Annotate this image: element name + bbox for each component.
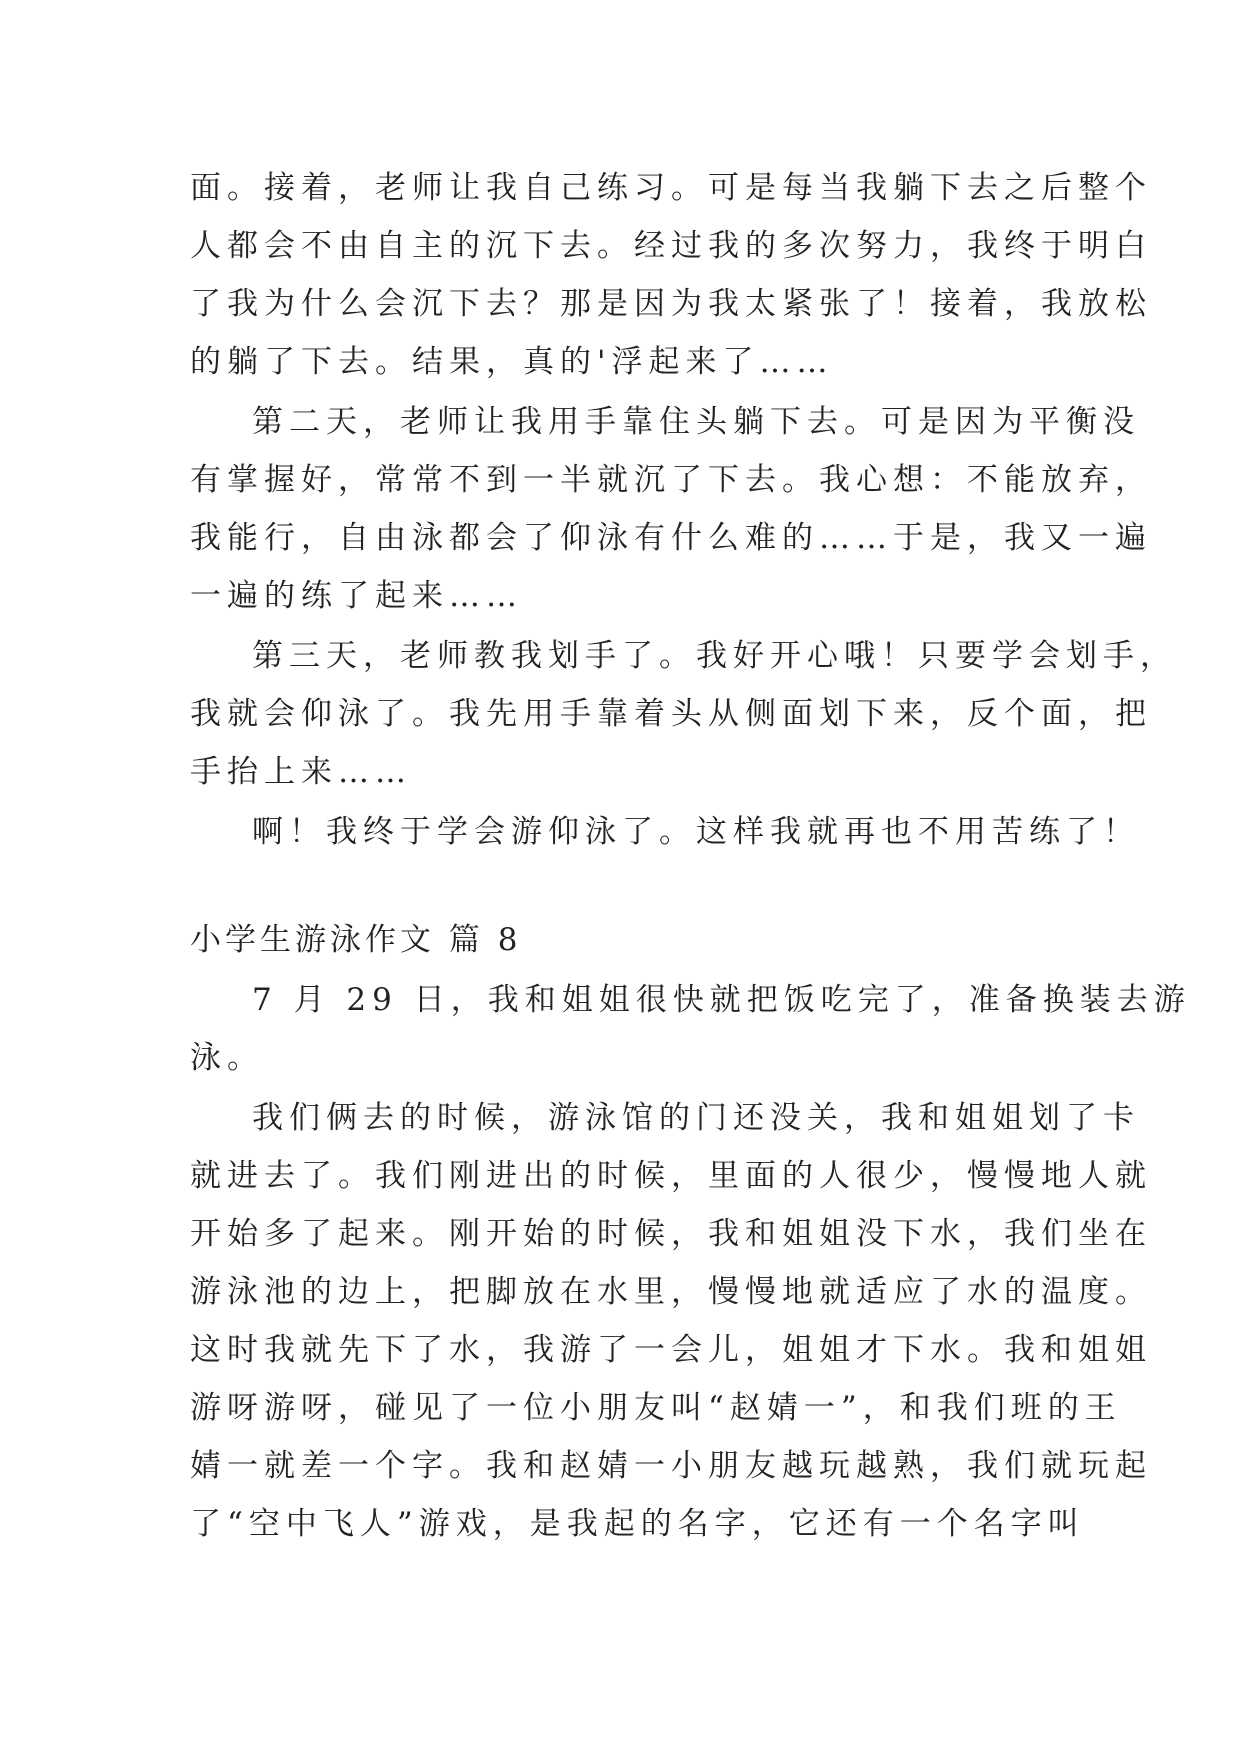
paragraph-first-line: 啊！我终于学会游仰泳了。这样我就再也不用苦练了！ xyxy=(252,814,1140,850)
text-line: 了我为什么会沉下去？那是因为我太紧张了！接着，我放松 xyxy=(190,286,1152,322)
text-line: 我就会仰泳了。我先用手靠着头从侧面划下来，反个面，把 xyxy=(190,696,1152,732)
text-line: 人都会不由自主的沉下去。经过我的多次努力，我终于明白 xyxy=(190,228,1152,264)
paragraph-first-line: 第二天，老师让我用手靠住头躺下去。可是因为平衡没 xyxy=(252,404,1140,440)
section-heading: 小学生游泳作文 篇 8 xyxy=(190,922,522,958)
text-line: 手抬上来…… xyxy=(190,754,412,790)
text-line: 这时我就先下了水，我游了一会儿，姐姐才下水。我和姐姐 xyxy=(190,1332,1152,1368)
text-line: 婧一就差一个字。我和赵婧一小朋友越玩越熟，我们就玩起 xyxy=(190,1448,1152,1484)
paragraph-first-line: 第三天，老师教我划手了。我好开心哦！只要学会划手， xyxy=(252,638,1177,674)
text-line: 一遍的练了起来…… xyxy=(190,578,523,614)
paragraph-first-line: 7 月 29 日，我和姐姐很快就把饭吃完了，准备换装去游 xyxy=(252,982,1191,1018)
paragraph-first-line: 我们俩去的时候，游泳馆的门还没关，我和姐姐划了卡 xyxy=(252,1100,1140,1136)
text-line: 就进去了。我们刚进出的时候，里面的人很少，慢慢地人就 xyxy=(190,1158,1152,1194)
text-line: 我能行，自由泳都会了仰泳有什么难的……于是，我又一遍 xyxy=(190,520,1152,556)
text-line: 了“空中飞人”游戏，是我起的名字，它还有一个名字叫 xyxy=(190,1506,1085,1542)
text-line: 面。接着，老师让我自己练习。可是每当我躺下去之后整个 xyxy=(190,170,1152,206)
text-line: 游呀游呀，碰见了一位小朋友叫“赵婧一”，和我们班的王 xyxy=(190,1390,1122,1426)
text-line: 的躺了下去。结果，真的'浮起来了…… xyxy=(190,344,834,380)
text-line: 泳。 xyxy=(190,1040,264,1076)
text-line: 有掌握好，常常不到一半就沉了下去。我心想：不能放弃， xyxy=(190,462,1152,498)
text-line: 开始多了起来。刚开始的时候，我和姐姐没下水，我们坐在 xyxy=(190,1216,1152,1252)
text-line: 游泳池的边上，把脚放在水里，慢慢地就适应了水的温度。 xyxy=(190,1274,1152,1310)
